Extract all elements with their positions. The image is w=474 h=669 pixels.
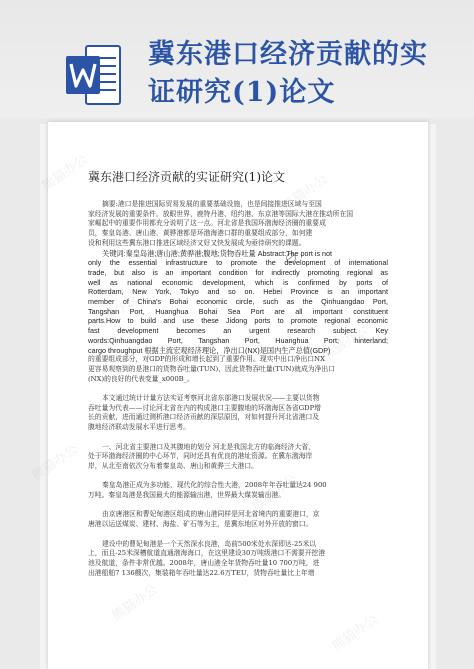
- document-line: member of China's Bohai economic circle, such as the Qinhuangdao Port,: [88, 297, 388, 306]
- document-line: 一、河北省主要港口及其腹地的划分 河北是我国北方的临海经济大省，: [102, 442, 315, 451]
- watermark-text: 熊猫办公: [328, 611, 381, 654]
- document-line: 岸，从北至南依次分布着秦皇岛、唐山和黄骅三大港口。: [88, 461, 258, 470]
- document-line: fast development becomes an urgent research subject. Key: [88, 326, 388, 336]
- document-line: 由京唐港区和曹妃甸港区组成的唐山港同样是河北省境内的重要港口，京: [102, 510, 320, 519]
- document-page: [28, 122, 428, 669]
- document-line: 的重要组成部分，对GDP的形成和增长起到了重要作用。现实中出口净出口NX: [88, 355, 325, 364]
- document-line: 处于环渤海经济圈的中心环节，同时还具有优良的港址资源。在冀东渤海岸: [88, 452, 313, 461]
- document-line: cargo throughput 根据主流宏观经济理论，净出口(NX)是国内生产总值(GDP): [88, 345, 331, 355]
- watermark-text: 熊猫办公: [278, 171, 331, 214]
- document-line: 长的贡献，进而通过测析港口经济贡献的深层原因，对如何提升河北省港口及: [88, 413, 320, 422]
- document-title: 冀东港口经济贡献的实证研究(1)论文: [88, 170, 285, 184]
- document-line: 本文通过统计计量方法实证考察河北省东部港口发展状况——主要以货物: [102, 394, 320, 402]
- document-line: 设和利用这些冀东港口推进区域经济又好又快发展成为亟待研究的课题。: [88, 238, 306, 247]
- document-line: well as national economic development, which is confirmed by ports of: [88, 277, 388, 287]
- document-line: 秦皇岛港正成为多功能、现代化的综合性大港，2008年年吞吐量达24 900: [102, 481, 327, 490]
- document-line: words:Qinhuangdao Port, Tangshan Port, Huanghua Port; hinterland;: [88, 335, 388, 345]
- document-line: 家崛起中的重要作用都充分说明了这一点。河北省是我国环渤海经济圈的重要成: [88, 219, 326, 228]
- document-line: trade, but also is an important condition for indirectly promoting regional as: [88, 267, 388, 277]
- word-document-icon: [66, 42, 122, 108]
- page-title: [148, 36, 466, 112]
- document-line: only the essential infrastructure to promote the development of international: [88, 258, 388, 268]
- document-line: 出港船舶7 136艘次，集装箱年吞吐量达22.6万TEU，货物吞吐量比上年增: [88, 568, 315, 577]
- title-line-1: 冀东港口经济贡献的实: [148, 39, 428, 70]
- watermark-text: 熊猫办公: [88, 291, 141, 334]
- document-line: Tangshan Port, Huanghua Bohai Sea Port are all important constituent: [88, 306, 388, 316]
- watermark-text: 熊猫办公: [28, 441, 81, 484]
- document-line: 吞吐量为代表——讨论河北省在内的构成港口主要腹地的环渤海区各省GDP增: [88, 403, 321, 412]
- watermark-text: 熊猫办公: [248, 471, 301, 514]
- document-line: 唐港以运送煤炭、建材、海盐、矿石等为主，是冀东地区对外开放的窗口。: [88, 520, 313, 529]
- document-line: 建设中的曹妃甸港是一个天然深水良港，岛前500米处水深即达-25米以: [102, 539, 317, 548]
- watermark-text: 熊猫办公: [38, 151, 91, 194]
- document-line: 上，而且-25米深槽航道直通渤海海口，在这里建设30万吨级港口不需要开挖港: [88, 549, 326, 558]
- document-line: 池及航道，条件非常优越。2008年，唐山港全年货物吞吐量10 700万吨，进: [88, 558, 320, 567]
- document-line: 更容易观察到的是港口的货物吞吐量(TUN)，因此货物吞吐量(TUN)就成为净出口: [88, 364, 335, 373]
- watermark-text: 熊猫办公: [318, 321, 371, 364]
- document-line: (NX)的良好的代表变量_x000B_。: [88, 374, 194, 383]
- document-line: 关键词:秦皇岛港;唐山港;黄骅港;腹地;货物吞吐量 Abstract:The port is not: [102, 248, 333, 258]
- watermark-text: 熊猫办公: [108, 581, 161, 624]
- document-line: 摘要:港口是推进国际贸易发展的重要基础设施，也是间接推进区域与至国: [102, 200, 322, 208]
- page-header: [0, 0, 474, 118]
- document-line: 腹地经济联动发展水平进行思考。: [88, 423, 190, 432]
- document-line: parts.How to build and use these Jidong ports to promote regional economic: [88, 316, 388, 326]
- document-line: Rotterdam, New York, Tokyo and so on. Hebei Province is an important: [88, 287, 388, 297]
- document-line: 万吨。秦皇岛港是我国最大的能源输出港，世界最大煤炭输出港。: [88, 491, 286, 499]
- title-line-2: 证研究(1)论文: [148, 77, 336, 108]
- document-line: 家经济发展的重要条件。放眼世界，鹿特丹港、纽约港、东京港等国际大港在推动所在国: [88, 209, 354, 218]
- document-line: 员，秦皇岛港、唐山港、黄骅港都是环渤海港口群的重要组成部分，如何建: [88, 229, 313, 238]
